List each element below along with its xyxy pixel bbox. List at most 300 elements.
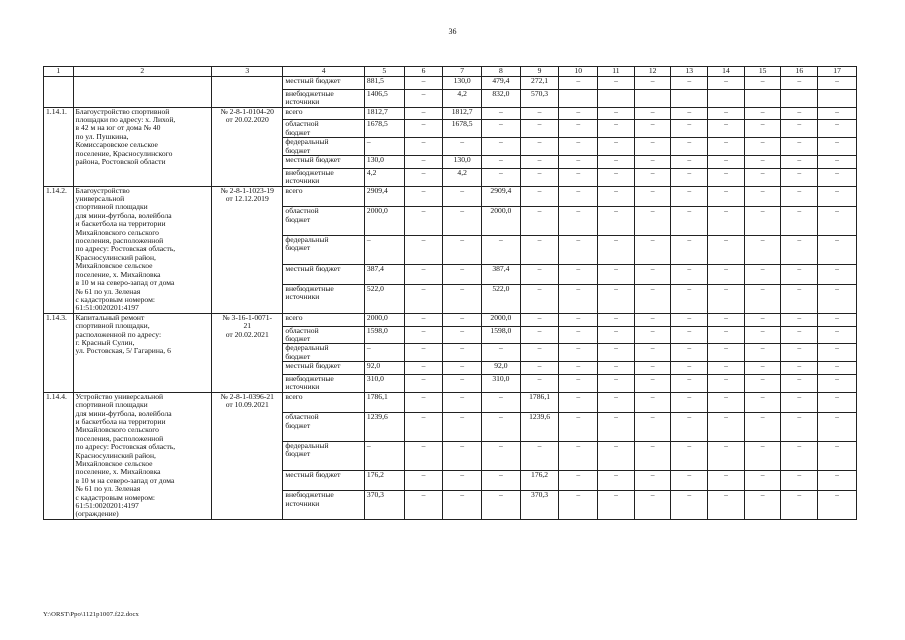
value-cell: 1786,1 bbox=[364, 392, 404, 413]
value-cell: – bbox=[634, 413, 671, 442]
value-cell: – bbox=[559, 168, 598, 186]
item-document: № 2-8-1-0104-20 от 20.02.2020 bbox=[212, 107, 283, 186]
value-cell: – bbox=[744, 77, 781, 90]
funding-source: внебюджетные источники bbox=[283, 285, 365, 314]
column-header: 10 bbox=[559, 67, 598, 77]
funding-source: областной бюджет bbox=[283, 413, 365, 442]
value-cell: – bbox=[818, 235, 857, 264]
column-header: 16 bbox=[781, 67, 818, 77]
value-cell: – bbox=[559, 491, 598, 520]
value-cell: – bbox=[559, 326, 598, 344]
item-document bbox=[212, 77, 283, 108]
value-cell: – bbox=[818, 77, 857, 90]
value-cell: 130,0 bbox=[443, 77, 482, 90]
value-cell: 1812,7 bbox=[364, 107, 404, 120]
value-cell: – bbox=[634, 392, 671, 413]
table-row bbox=[44, 77, 857, 90]
value-cell: – bbox=[818, 168, 857, 186]
value-cell: – bbox=[520, 138, 559, 156]
column-header: 9 bbox=[520, 67, 559, 77]
item-number: 1.14.3. bbox=[44, 313, 74, 392]
column-header: 7 bbox=[443, 67, 482, 77]
column-header: 12 bbox=[634, 67, 671, 77]
value-cell: – bbox=[781, 156, 818, 169]
value-cell: – bbox=[818, 264, 857, 285]
value-cell: 1678,5 bbox=[443, 120, 482, 138]
value-cell: – bbox=[744, 313, 781, 326]
footer-file-path: Y:\ORST\Ppo\1121p1007.f22.docx bbox=[43, 611, 139, 618]
value-cell bbox=[708, 89, 745, 107]
value-cell bbox=[744, 89, 781, 107]
value-cell: – bbox=[598, 120, 635, 138]
value-cell: – bbox=[671, 186, 708, 207]
value-cell: 522,0 bbox=[482, 285, 521, 314]
value-cell: – bbox=[598, 186, 635, 207]
value-cell: – bbox=[634, 264, 671, 285]
value-cell: – bbox=[482, 168, 521, 186]
value-cell: – bbox=[404, 168, 443, 186]
value-cell: – bbox=[781, 120, 818, 138]
value-cell: – bbox=[559, 138, 598, 156]
value-cell: – bbox=[598, 344, 635, 362]
item-description: Благоустройство универсальной спортивной площадки для мини-футбола, волейбола и баскетбола на территории Михайловского сельского поселения, расположенной по адресу: Ростовская область, Красносулинский район, Михайловское сельское поселение, х. Михайловка в 10 м на северо-запад от дома № 61 по ул. Зеленая с кадастровым номером: 61:51:0020201:4197 bbox=[73, 186, 212, 313]
value-cell: – bbox=[671, 120, 708, 138]
value-cell: – bbox=[520, 344, 559, 362]
value-cell: – bbox=[559, 413, 598, 442]
value-cell: – bbox=[671, 138, 708, 156]
value-cell: 1239,6 bbox=[520, 413, 559, 442]
value-cell: 1598,0 bbox=[482, 326, 521, 344]
value-cell: – bbox=[482, 491, 521, 520]
value-cell: – bbox=[559, 264, 598, 285]
value-cell: – bbox=[559, 285, 598, 314]
value-cell: – bbox=[482, 413, 521, 442]
value-cell: – bbox=[781, 344, 818, 362]
value-cell: – bbox=[482, 235, 521, 264]
column-header: 5 bbox=[364, 67, 404, 77]
value-cell: – bbox=[520, 235, 559, 264]
value-cell: – bbox=[404, 413, 443, 442]
value-cell: – bbox=[598, 374, 635, 392]
value-cell: – bbox=[482, 120, 521, 138]
value-cell: – bbox=[634, 374, 671, 392]
value-cell: 92,0 bbox=[482, 362, 521, 375]
value-cell: – bbox=[404, 392, 443, 413]
value-cell: – bbox=[404, 156, 443, 169]
value-cell: – bbox=[634, 186, 671, 207]
value-cell: 176,2 bbox=[520, 470, 559, 491]
value-cell: – bbox=[708, 235, 745, 264]
value-cell: – bbox=[443, 207, 482, 236]
value-cell: – bbox=[520, 362, 559, 375]
item-number: 1.14.1. bbox=[44, 107, 74, 186]
value-cell: – bbox=[404, 313, 443, 326]
column-header: 2 bbox=[73, 67, 212, 77]
value-cell: – bbox=[364, 344, 404, 362]
value-cell: – bbox=[443, 413, 482, 442]
funding-source: всего bbox=[283, 107, 365, 120]
funding-source: федеральный бюджет bbox=[283, 138, 365, 156]
value-cell: – bbox=[744, 362, 781, 375]
value-cell: – bbox=[559, 441, 598, 470]
value-cell: – bbox=[744, 344, 781, 362]
value-cell: – bbox=[781, 77, 818, 90]
column-header: 6 bbox=[404, 67, 443, 77]
value-cell: – bbox=[818, 470, 857, 491]
value-cell: – bbox=[443, 362, 482, 375]
value-cell: – bbox=[781, 168, 818, 186]
value-cell: – bbox=[781, 374, 818, 392]
value-cell: – bbox=[443, 344, 482, 362]
column-header: 15 bbox=[744, 67, 781, 77]
value-cell: – bbox=[708, 392, 745, 413]
value-cell: 4,2 bbox=[364, 168, 404, 186]
value-cell: 881,5 bbox=[364, 77, 404, 90]
value-cell: – bbox=[744, 491, 781, 520]
value-cell: – bbox=[598, 264, 635, 285]
value-cell: – bbox=[404, 285, 443, 314]
value-cell: – bbox=[708, 491, 745, 520]
value-cell: – bbox=[598, 362, 635, 375]
page-number: 36 bbox=[448, 27, 457, 36]
value-cell: – bbox=[818, 313, 857, 326]
value-cell: – bbox=[744, 156, 781, 169]
value-cell: – bbox=[520, 441, 559, 470]
value-cell: – bbox=[404, 89, 443, 107]
value-cell: – bbox=[781, 470, 818, 491]
value-cell: – bbox=[404, 326, 443, 344]
value-cell: – bbox=[744, 326, 781, 344]
value-cell: 176,2 bbox=[364, 470, 404, 491]
value-cell bbox=[559, 89, 598, 107]
value-cell: 130,0 bbox=[443, 156, 482, 169]
value-cell: – bbox=[520, 374, 559, 392]
value-cell: – bbox=[482, 344, 521, 362]
value-cell: – bbox=[634, 344, 671, 362]
value-cell: – bbox=[671, 107, 708, 120]
value-cell: – bbox=[708, 264, 745, 285]
value-cell: – bbox=[671, 285, 708, 314]
value-cell: – bbox=[671, 77, 708, 90]
value-cell: – bbox=[443, 235, 482, 264]
value-cell: – bbox=[443, 392, 482, 413]
value-cell: – bbox=[708, 344, 745, 362]
item-document: № 2-8-1-0396-21 от 10.09.2021 bbox=[212, 392, 283, 519]
value-cell: – bbox=[781, 107, 818, 120]
value-cell: – bbox=[818, 138, 857, 156]
value-cell: – bbox=[744, 168, 781, 186]
item-description bbox=[73, 77, 212, 108]
value-cell: – bbox=[708, 120, 745, 138]
value-cell: – bbox=[634, 441, 671, 470]
budget-table bbox=[43, 66, 857, 520]
value-cell: 272,1 bbox=[520, 77, 559, 90]
value-cell: – bbox=[520, 156, 559, 169]
value-cell: – bbox=[634, 120, 671, 138]
value-cell: – bbox=[708, 207, 745, 236]
value-cell: – bbox=[708, 374, 745, 392]
value-cell: – bbox=[520, 107, 559, 120]
value-cell: – bbox=[404, 264, 443, 285]
value-cell: – bbox=[634, 313, 671, 326]
value-cell: – bbox=[443, 186, 482, 207]
value-cell: 130,0 bbox=[364, 156, 404, 169]
value-cell: – bbox=[781, 207, 818, 236]
value-cell: – bbox=[818, 392, 857, 413]
value-cell: – bbox=[598, 313, 635, 326]
value-cell: – bbox=[443, 441, 482, 470]
value-cell: – bbox=[708, 326, 745, 344]
value-cell: 370,3 bbox=[520, 491, 559, 520]
value-cell: – bbox=[708, 413, 745, 442]
item-number: 1.14.2. bbox=[44, 186, 74, 313]
funding-source: всего bbox=[283, 392, 365, 413]
value-cell: – bbox=[443, 470, 482, 491]
funding-source: внебюджетные источники bbox=[283, 89, 365, 107]
value-cell: – bbox=[443, 326, 482, 344]
column-header: 14 bbox=[708, 67, 745, 77]
value-cell: – bbox=[443, 138, 482, 156]
value-cell: – bbox=[671, 313, 708, 326]
value-cell: – bbox=[598, 413, 635, 442]
value-cell: 1678,5 bbox=[364, 120, 404, 138]
value-cell: 92,0 bbox=[364, 362, 404, 375]
funding-source: местный бюджет bbox=[283, 264, 365, 285]
value-cell: – bbox=[559, 107, 598, 120]
column-header: 8 bbox=[482, 67, 521, 77]
value-cell: 4,2 bbox=[443, 89, 482, 107]
value-cell: – bbox=[482, 156, 521, 169]
value-cell: – bbox=[598, 285, 635, 314]
value-cell: – bbox=[482, 392, 521, 413]
value-cell: – bbox=[520, 313, 559, 326]
value-cell: – bbox=[598, 207, 635, 236]
value-cell: 2000,0 bbox=[482, 207, 521, 236]
funding-source: областной бюджет bbox=[283, 326, 365, 344]
funding-source: областной бюджет bbox=[283, 120, 365, 138]
value-cell bbox=[818, 89, 857, 107]
value-cell: – bbox=[598, 77, 635, 90]
value-cell: – bbox=[818, 156, 857, 169]
value-cell: – bbox=[781, 138, 818, 156]
value-cell: – bbox=[520, 264, 559, 285]
column-header: 1 bbox=[44, 67, 74, 77]
value-cell: 2000,0 bbox=[364, 207, 404, 236]
column-header: 17 bbox=[818, 67, 857, 77]
value-cell: – bbox=[404, 138, 443, 156]
value-cell: – bbox=[634, 470, 671, 491]
funding-source: всего bbox=[283, 313, 365, 326]
value-cell: – bbox=[634, 168, 671, 186]
value-cell: – bbox=[708, 285, 745, 314]
value-cell: – bbox=[818, 326, 857, 344]
value-cell: 4,2 bbox=[443, 168, 482, 186]
value-cell: – bbox=[744, 186, 781, 207]
value-cell: – bbox=[404, 120, 443, 138]
value-cell: – bbox=[520, 120, 559, 138]
table-row bbox=[44, 313, 857, 326]
value-cell: – bbox=[598, 491, 635, 520]
value-cell bbox=[598, 89, 635, 107]
value-cell: – bbox=[818, 120, 857, 138]
value-cell: – bbox=[818, 413, 857, 442]
value-cell: – bbox=[781, 326, 818, 344]
value-cell: – bbox=[744, 207, 781, 236]
value-cell: – bbox=[744, 107, 781, 120]
table-row bbox=[44, 107, 857, 120]
value-cell: – bbox=[671, 156, 708, 169]
value-cell: – bbox=[744, 392, 781, 413]
value-cell: 522,0 bbox=[364, 285, 404, 314]
item-description: Капитальный ремонт спортивной площадки, расположенной по адресу: г. Красный Сулин, ул. Ростовская, 5/ Гагарина, 6 bbox=[73, 313, 212, 392]
funding-source: местный бюджет bbox=[283, 470, 365, 491]
value-cell: 1786,1 bbox=[520, 392, 559, 413]
value-cell: – bbox=[559, 207, 598, 236]
value-cell: – bbox=[744, 285, 781, 314]
value-cell: 1239,6 bbox=[364, 413, 404, 442]
value-cell: 570,3 bbox=[520, 89, 559, 107]
value-cell: – bbox=[598, 107, 635, 120]
column-header: 4 bbox=[283, 67, 365, 77]
value-cell: – bbox=[708, 362, 745, 375]
funding-source: федеральный бюджет bbox=[283, 441, 365, 470]
value-cell: – bbox=[744, 470, 781, 491]
funding-source: местный бюджет bbox=[283, 77, 365, 90]
item-number: 1.14.4. bbox=[44, 392, 74, 519]
item-document: № 2-8-1-1023-19 от 12.12.2019 bbox=[212, 186, 283, 313]
value-cell: 387,4 bbox=[364, 264, 404, 285]
value-cell: – bbox=[404, 441, 443, 470]
value-cell: – bbox=[671, 491, 708, 520]
value-cell: – bbox=[708, 441, 745, 470]
value-cell: 832,0 bbox=[482, 89, 521, 107]
header-row bbox=[44, 67, 857, 77]
value-cell: – bbox=[781, 441, 818, 470]
funding-source: федеральный бюджет bbox=[283, 344, 365, 362]
value-cell: – bbox=[818, 344, 857, 362]
value-cell: – bbox=[443, 264, 482, 285]
value-cell: – bbox=[443, 313, 482, 326]
value-cell: – bbox=[708, 313, 745, 326]
value-cell: – bbox=[818, 441, 857, 470]
value-cell: – bbox=[364, 441, 404, 470]
value-cell: – bbox=[708, 138, 745, 156]
value-cell: – bbox=[559, 120, 598, 138]
value-cell: – bbox=[781, 392, 818, 413]
funding-source: внебюджетные источники bbox=[283, 491, 365, 520]
value-cell: – bbox=[482, 470, 521, 491]
value-cell: 1812,7 bbox=[443, 107, 482, 120]
funding-source: внебюджетные источники bbox=[283, 374, 365, 392]
value-cell: – bbox=[443, 491, 482, 520]
value-cell: – bbox=[744, 235, 781, 264]
value-cell: – bbox=[634, 207, 671, 236]
value-cell: – bbox=[598, 326, 635, 344]
value-cell: – bbox=[520, 207, 559, 236]
column-header: 3 bbox=[212, 67, 283, 77]
item-document: № 3-16-1-0071- 21 от 20.02.2021 bbox=[212, 313, 283, 392]
item-description: Устройство универсальной спортивной площадки для мини-футбола, волейбола и баскетбола на территории Михайловского сельского поселения, расположенной по адресу: Ростовская область, Красносулинский район, Михайловское сельское поселение, х. Михайловка в 10 м на северо-запад от дома № 61 по ул. Зеленая с кадастровым номером: 61:51:0020201:4197 (ограждение) bbox=[73, 392, 212, 519]
value-cell: – bbox=[482, 138, 521, 156]
value-cell: 2000,0 bbox=[482, 313, 521, 326]
value-cell: – bbox=[404, 362, 443, 375]
value-cell: – bbox=[404, 235, 443, 264]
value-cell: – bbox=[482, 107, 521, 120]
value-cell bbox=[671, 89, 708, 107]
value-cell: – bbox=[818, 491, 857, 520]
value-cell: 370,3 bbox=[364, 491, 404, 520]
value-cell: – bbox=[671, 326, 708, 344]
value-cell bbox=[634, 89, 671, 107]
item-description: Благоустройство спортивной площадки по адресу: х. Лихой, в 42 м на юг от дома № 40 по ул. Пушкина, Комиссаровское сельское поселение, Красносулинского района, Ростовской области bbox=[73, 107, 212, 186]
value-cell: – bbox=[818, 374, 857, 392]
column-header: 11 bbox=[598, 67, 635, 77]
value-cell: – bbox=[559, 362, 598, 375]
value-cell: – bbox=[559, 156, 598, 169]
value-cell: – bbox=[744, 138, 781, 156]
value-cell: – bbox=[598, 156, 635, 169]
value-cell: – bbox=[404, 107, 443, 120]
value-cell: – bbox=[520, 326, 559, 344]
value-cell: – bbox=[671, 470, 708, 491]
value-cell: 310,0 bbox=[482, 374, 521, 392]
value-cell: – bbox=[671, 362, 708, 375]
value-cell: – bbox=[744, 441, 781, 470]
value-cell: – bbox=[364, 138, 404, 156]
value-cell: – bbox=[598, 138, 635, 156]
value-cell: – bbox=[634, 491, 671, 520]
value-cell: – bbox=[404, 77, 443, 90]
value-cell: – bbox=[559, 77, 598, 90]
value-cell: – bbox=[781, 362, 818, 375]
value-cell: – bbox=[781, 413, 818, 442]
column-header: 13 bbox=[671, 67, 708, 77]
item-number bbox=[44, 77, 74, 108]
value-cell: – bbox=[634, 156, 671, 169]
value-cell: – bbox=[520, 168, 559, 186]
value-cell: – bbox=[781, 264, 818, 285]
funding-source: местный бюджет bbox=[283, 362, 365, 375]
value-cell: – bbox=[781, 235, 818, 264]
value-cell bbox=[781, 89, 818, 107]
funding-source: местный бюджет bbox=[283, 156, 365, 169]
value-cell: – bbox=[404, 186, 443, 207]
value-cell: – bbox=[520, 285, 559, 314]
value-cell: – bbox=[559, 374, 598, 392]
value-cell: – bbox=[559, 344, 598, 362]
value-cell: – bbox=[744, 374, 781, 392]
value-cell: – bbox=[404, 344, 443, 362]
value-cell: – bbox=[598, 168, 635, 186]
funding-source: внебюджетные источники bbox=[283, 168, 365, 186]
value-cell: – bbox=[559, 470, 598, 491]
value-cell: – bbox=[781, 186, 818, 207]
value-cell: – bbox=[559, 186, 598, 207]
value-cell: – bbox=[818, 207, 857, 236]
funding-source: федеральный бюджет bbox=[283, 235, 365, 264]
value-cell: – bbox=[671, 168, 708, 186]
value-cell: – bbox=[671, 374, 708, 392]
value-cell: – bbox=[559, 235, 598, 264]
value-cell: – bbox=[443, 374, 482, 392]
value-cell: 387,4 bbox=[482, 264, 521, 285]
value-cell: – bbox=[671, 413, 708, 442]
value-cell: – bbox=[781, 313, 818, 326]
value-cell: – bbox=[708, 186, 745, 207]
value-cell: – bbox=[634, 285, 671, 314]
table-body bbox=[44, 67, 857, 520]
value-cell: – bbox=[671, 207, 708, 236]
